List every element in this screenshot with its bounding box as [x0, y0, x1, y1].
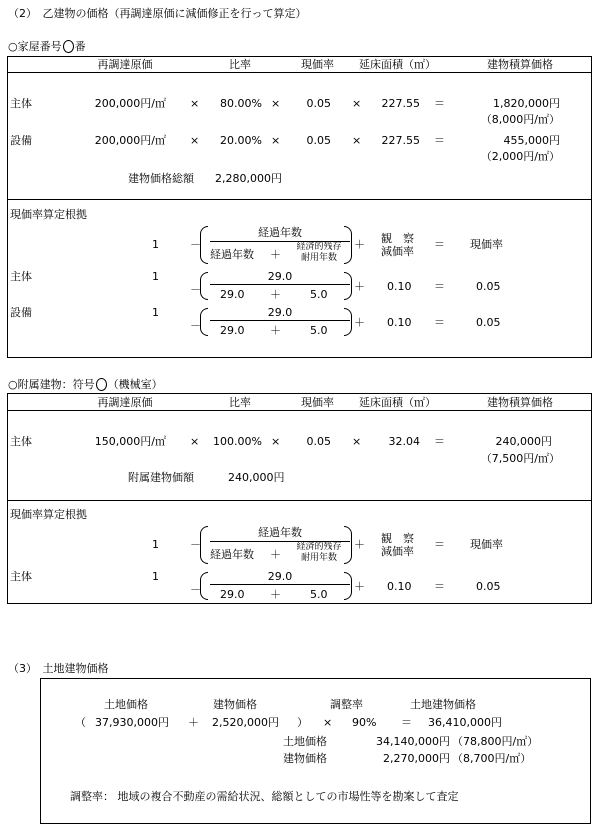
formula-result: 0.05 [476, 316, 501, 329]
minus-sign: － [190, 238, 201, 251]
formula-den-b2: 耐用年数 [300, 253, 337, 263]
header-cost: 再調達原価 [97, 396, 153, 409]
formula-den-a: 経過年数 [210, 548, 254, 561]
equals-sign: ＝ [434, 134, 445, 147]
house-label-suffix: 番 [74, 40, 86, 53]
formula-obs2: 減価率 [381, 245, 414, 258]
formula-den-a: 29.0 [220, 324, 245, 337]
row-ratio: 20.00% [220, 134, 262, 147]
alloc-unit: （8,700円/㎡） [452, 752, 532, 765]
row-label: 設備 [10, 306, 32, 319]
equals-sign: ＝ [434, 97, 445, 110]
adj-note-text: 地域の複合不動産の需給状況、総額としての市場性等を勘案して査定 [117, 790, 459, 803]
plus-sign: ＋ [354, 280, 365, 293]
formula-numerator: 経過年数 [258, 226, 302, 239]
formula-numerator: 経過年数 [258, 526, 302, 539]
row-rate: 0.05 [306, 134, 331, 147]
formula-result: 現価率 [470, 238, 503, 251]
basis-title: 現価率算定根拠 [10, 208, 87, 221]
left-bracket [200, 226, 208, 264]
alloc-label: 土地価格 [283, 735, 327, 748]
times-sign: × [352, 134, 362, 147]
header-cost: 再調達原価 [97, 58, 153, 71]
times-sign: × [352, 97, 362, 110]
right-bracket [344, 272, 352, 300]
formula-den-a: 29.0 [220, 288, 245, 301]
blank-circle-icon [63, 40, 74, 53]
row-ratio: 80.00% [220, 97, 262, 110]
formula-den-b2: 耐用年数 [300, 553, 337, 563]
times-sign: × [323, 716, 333, 729]
formula-numerator: 29.0 [267, 306, 293, 319]
equals-sign: ＝ [434, 435, 445, 448]
minus-sign: － [190, 583, 201, 596]
formula-numerator: 29.0 [267, 570, 293, 583]
right-bracket [344, 572, 352, 600]
row-area: 32.04 [388, 435, 420, 448]
alloc-unit: （78,800円/㎡） [452, 735, 539, 748]
plus-sign: ＋ [270, 548, 281, 561]
total-label: 附属建物価額 [128, 471, 194, 484]
adj-note [70, 790, 459, 803]
formula-building: 2,520,000円 [212, 716, 279, 729]
formula-one: 1 [152, 306, 159, 319]
formula-one: 1 [152, 538, 159, 551]
section2-heading: （2） 乙建物の価格（再調達原価に減価修正を行って算定） [8, 7, 307, 20]
row-value: 240,000円 [495, 435, 552, 448]
formula-obs: 0.10 [387, 580, 412, 593]
plus-sign: ＋ [270, 588, 281, 601]
plus-sign: ＋ [270, 324, 281, 337]
right-bracket [344, 226, 352, 264]
formula-obs1: 観 察 [381, 232, 414, 245]
alloc-label: 建物価格 [283, 752, 327, 765]
formula-one: 1 [152, 238, 159, 251]
row-rate: 0.05 [306, 97, 331, 110]
annex-label-prefix: ○附属建物：符号 [8, 378, 95, 391]
row-value: 1,820,000円 [493, 97, 560, 110]
row-rate: 0.05 [306, 435, 331, 448]
row-ratio: 100.00% [213, 435, 262, 448]
total-value: 240,000円 [228, 471, 285, 484]
formula-den-b1: 経済的残存 [296, 242, 342, 252]
equals-sign: ＝ [434, 238, 445, 251]
formula-result: 現価率 [470, 538, 503, 551]
minus-sign: － [190, 283, 201, 296]
section3-heading: （3） 土地建物価格 [8, 662, 109, 675]
header-adj: 調整率 [330, 698, 363, 711]
fraction-bar [210, 320, 350, 321]
row-label: 設備 [10, 134, 32, 147]
row-cost: 150,000円/㎡ [94, 435, 166, 448]
plus-sign: ＋ [270, 248, 281, 261]
left-bracket [200, 272, 208, 300]
equals-sign: ＝ [434, 280, 445, 293]
header-value: 建物積算価格 [487, 58, 553, 71]
header-land: 土地価格 [104, 698, 148, 711]
header-total: 土地建物価格 [410, 698, 476, 711]
row-area: 227.55 [381, 134, 420, 147]
times-sign: × [190, 134, 200, 147]
row-label: 主体 [10, 570, 32, 583]
total-label: 建物価格総額 [128, 172, 194, 185]
left-bracket [200, 572, 208, 600]
equals-sign: ＝ [401, 716, 412, 729]
header-rate: 現価率 [301, 58, 334, 71]
annex-label [8, 378, 163, 391]
basis-title: 現価率算定根拠 [10, 508, 87, 521]
fraction-bar [210, 284, 350, 285]
formula-obs2: 減価率 [381, 545, 414, 558]
row-unit-value: （8,000円/㎡） [480, 113, 560, 126]
fraction-bar [210, 584, 350, 585]
plus-sign: ＋ [354, 238, 365, 251]
alloc-value: 34,140,000円 [376, 735, 450, 748]
formula-den-b: 5.0 [310, 324, 328, 337]
plus-sign: ＋ [270, 288, 281, 301]
row-value: 455,000円 [503, 134, 560, 147]
equals-sign: ＝ [434, 538, 445, 551]
times-sign: × [190, 97, 200, 110]
times-sign: × [271, 435, 281, 448]
house-label [8, 40, 86, 53]
formula-one: 1 [152, 270, 159, 283]
right-bracket [344, 308, 352, 336]
times-sign: × [271, 97, 281, 110]
left-bracket [200, 526, 208, 564]
header-value: 建物積算価格 [487, 396, 553, 409]
formula-result: 0.05 [476, 580, 501, 593]
formula-result: 0.05 [476, 280, 501, 293]
row-cost: 200,000円/㎡ [94, 134, 166, 147]
blank-circle-icon [96, 378, 107, 391]
times-sign: × [352, 435, 362, 448]
formula-obs1: 観 察 [381, 532, 414, 545]
adj-note-label: 調整率： [70, 790, 114, 803]
header-area: 延床面積（㎡） [359, 396, 436, 409]
annex-label-suffix: （機械室） [107, 378, 163, 391]
row-label: 主体 [10, 97, 32, 110]
formula-total: 36,410,000円 [428, 716, 502, 729]
row-unit-value: （2,000円/㎡） [480, 150, 560, 163]
formula-den-b1: 経済的残存 [296, 542, 342, 552]
header-divider [7, 72, 592, 73]
total-value: 2,280,000円 [215, 172, 282, 185]
house-label-prefix: ○家屋番号 [8, 40, 62, 53]
plus-sign: ＋ [354, 316, 365, 329]
times-sign: × [190, 435, 200, 448]
plus-sign: ＋ [354, 538, 365, 551]
formula-adj: 90% [352, 716, 377, 729]
row-label: 主体 [10, 435, 32, 448]
section-divider [7, 199, 592, 200]
left-bracket [200, 308, 208, 336]
header-building: 建物価格 [213, 698, 257, 711]
row-area: 227.55 [381, 97, 420, 110]
open-paren: （ [75, 716, 86, 729]
equals-sign: ＝ [434, 316, 445, 329]
formula-den-b: 5.0 [310, 588, 328, 601]
minus-sign: － [190, 538, 201, 551]
header-ratio: 比率 [229, 58, 251, 71]
formula-den-b: 5.0 [310, 288, 328, 301]
header-area: 延床面積（㎡） [359, 58, 436, 71]
header-ratio: 比率 [229, 396, 251, 409]
formula-den-a: 29.0 [220, 588, 245, 601]
right-bracket [344, 526, 352, 564]
section-divider [7, 500, 592, 501]
plus-sign: ＋ [188, 716, 199, 729]
times-sign: × [271, 134, 281, 147]
row-unit-value: （7,500円/㎡） [480, 452, 560, 465]
formula-numerator: 29.0 [267, 270, 293, 283]
close-paren: ） [297, 716, 308, 729]
formula-obs: 0.10 [387, 280, 412, 293]
formula-land: 37,930,000円 [95, 716, 169, 729]
plus-sign: ＋ [354, 580, 365, 593]
row-cost: 200,000円/㎡ [94, 97, 166, 110]
formula-obs: 0.10 [387, 316, 412, 329]
formula-den-a: 経過年数 [210, 248, 254, 261]
equals-sign: ＝ [434, 580, 445, 593]
header-divider [7, 410, 592, 411]
formula-one: 1 [152, 570, 159, 583]
alloc-value: 2,270,000円 [383, 752, 450, 765]
header-rate: 現価率 [301, 396, 334, 409]
minus-sign: － [190, 319, 201, 332]
row-label: 主体 [10, 270, 32, 283]
